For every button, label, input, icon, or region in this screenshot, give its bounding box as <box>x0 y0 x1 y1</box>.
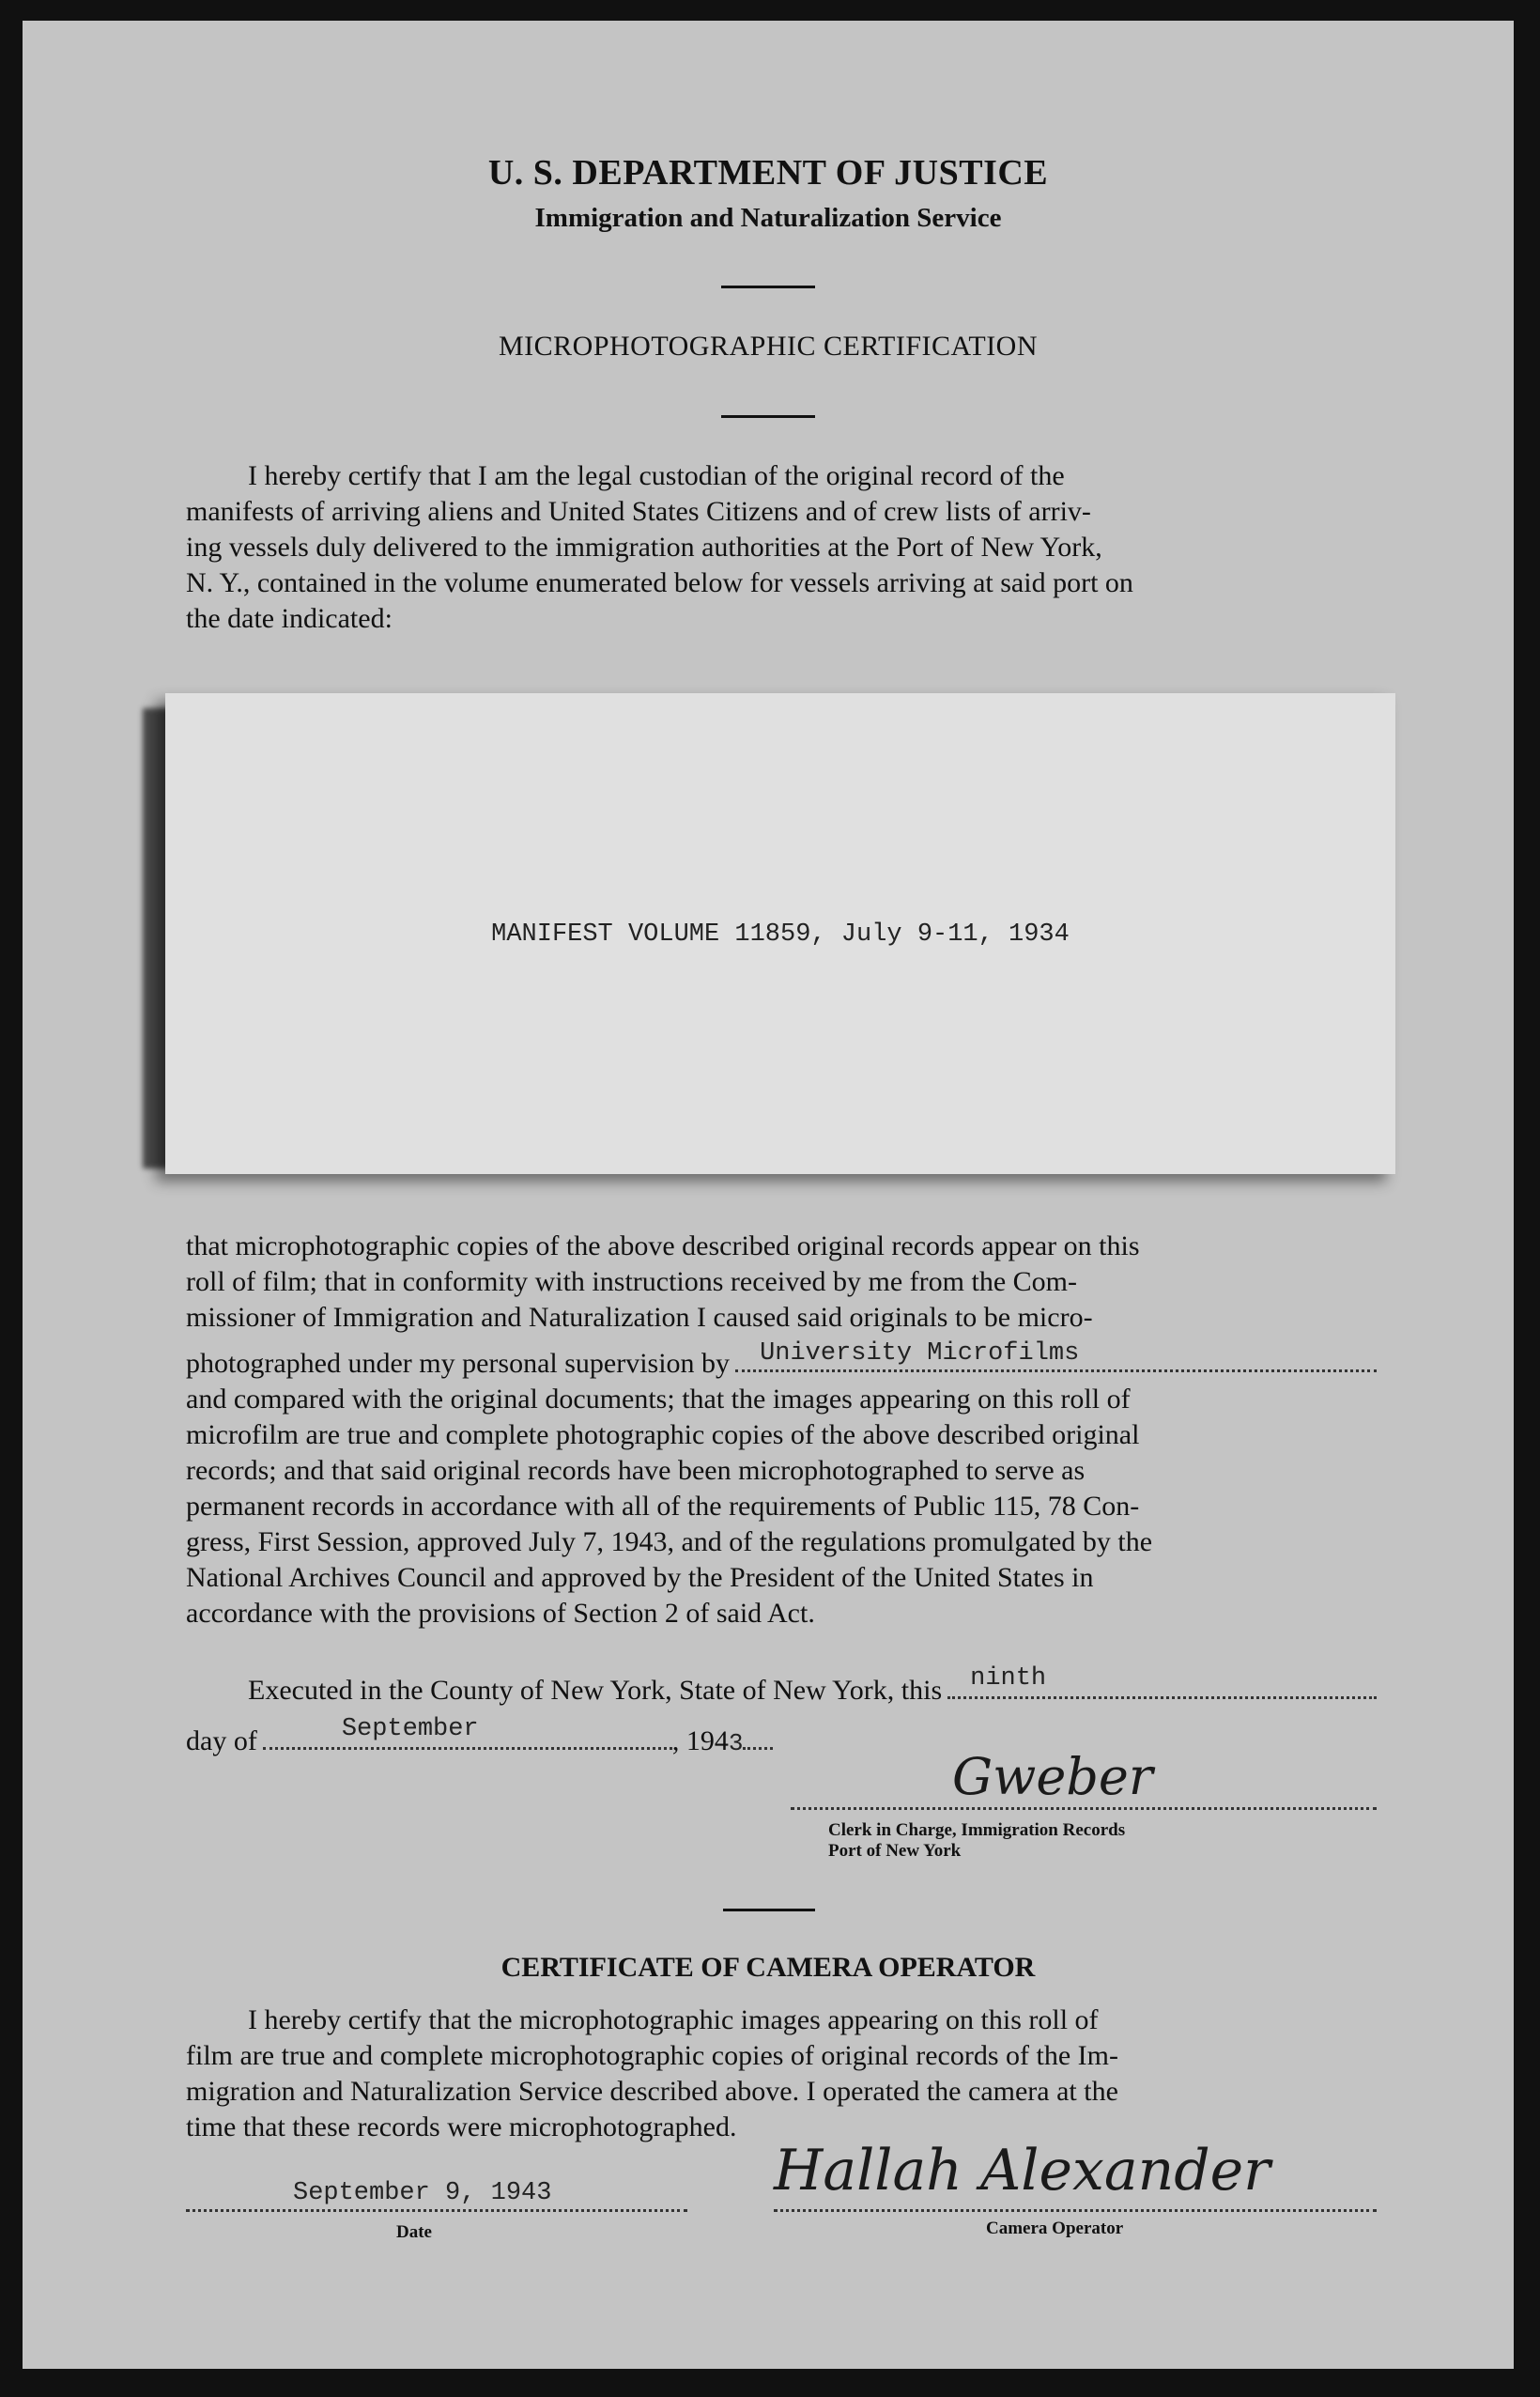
year-prefix: , 194 <box>671 1725 729 1756</box>
divider <box>721 286 815 288</box>
day-field <box>947 1664 1377 1699</box>
manifest-volume-text: MANIFEST VOLUME 11859, July 9-11, 1934 <box>491 920 1070 949</box>
intro-line: I hereby certify that I am the legal custodian of the original record of the <box>248 460 1065 491</box>
body-line: that microphotographic copies of the above described original records appear on this <box>186 1230 1140 1261</box>
supervision-label: photographed under my personal supervision by <box>186 1348 731 1379</box>
body-line: accordance with the provisions of Section 2 of said Act. <box>186 1598 815 1629</box>
executed-line <box>248 1664 1377 1709</box>
operator-date-value: September 9, 1943 <box>293 2179 552 2207</box>
operator-line: migration and Naturalization Service described above. I operated the camera at the <box>186 2076 1118 2107</box>
year-field <box>743 1721 773 1750</box>
clerk-signature: Gweber <box>952 1747 1153 1806</box>
day-of-label: day of <box>186 1725 257 1756</box>
body-line: missioner of Immigration and Naturalization I caused said originals to be micro- <box>186 1302 1093 1333</box>
certification-title: MICROPHOTOGRAPHIC CERTIFICATION <box>498 331 1039 362</box>
operator-signature: Hallah Alexander <box>774 2138 1270 2204</box>
intro-line: manifests of arriving aliens and United States Citizens and of crew lists of arriv- <box>186 496 1091 527</box>
date-line <box>186 1715 843 1761</box>
operator-paragraph <box>186 2003 1377 2145</box>
divider <box>721 415 815 418</box>
operator-date-field <box>186 2181 687 2212</box>
department-heading: U. S. DEPARTMENT OF JUSTICE <box>487 153 1049 193</box>
operator-heading: CERTIFICATE OF CAMERA OPERATOR <box>500 1952 1036 1983</box>
intro-line: N. Y., contained in the volume enumerated below for vessels arriving at said port on <box>186 567 1133 598</box>
executed-label: Executed in the County of New York, State of New York, this <box>248 1675 943 1706</box>
body-line: records; and that said original records have been microphotographed to serve as <box>186 1455 1086 1486</box>
body-line: and compared with the original documents; that the images appearing on this roll of <box>186 1384 1131 1415</box>
clerk-title-line: Clerk in Charge, Immigration Records <box>828 1820 1126 1840</box>
camera-operator-label: Camera Operator <box>986 2219 1124 2238</box>
intro-line: ing vessels duly delivered to the immigration authorities at the Port of New York, <box>186 532 1102 563</box>
manifest-card <box>165 693 1395 1174</box>
certificate-sheet <box>23 21 1514 2369</box>
body-line: microfilm are true and complete photographic copies of the above described original <box>186 1419 1140 1450</box>
body-line: National Archives Council and approved by the President of the United States in <box>186 1562 1094 1593</box>
supervision-line <box>186 1339 1377 1382</box>
supervision-value: University Microfilms <box>760 1339 1080 1368</box>
body-line: permanent records in accordance with all of the requirements of Public 115, 78 Con- <box>186 1491 1140 1522</box>
body-line: gress, First Session, approved July 7, 1943, and of the regulations promulgated by the <box>186 1526 1153 1557</box>
operator-line: film are true and complete microphotographic copies of original records of the Im- <box>186 2040 1118 2071</box>
body-line: roll of film; that in conformity with instructions received by me from the Com- <box>186 1266 1077 1297</box>
body-paragraph <box>186 1229 1377 1632</box>
operator-line: I hereby certify that the microphotographic images appearing on this roll of <box>248 2004 1099 2035</box>
clerk-title <box>828 1820 1125 1862</box>
month-field <box>263 1715 672 1750</box>
divider <box>723 1909 815 1911</box>
supervision-field <box>735 1339 1377 1372</box>
clerk-title-line: Port of New York <box>828 1841 962 1861</box>
day-value: ninth <box>970 1664 1047 1693</box>
intro-line: the date indicated: <box>186 603 393 634</box>
date-label: Date <box>396 2222 432 2242</box>
month-value: September <box>341 1715 479 1743</box>
service-subheading: Immigration and Naturalization Service <box>534 203 1002 233</box>
intro-paragraph <box>186 458 1377 637</box>
year-value: 3 <box>728 1729 744 1757</box>
operator-line: time that these records were microphotographed. <box>186 2111 737 2142</box>
